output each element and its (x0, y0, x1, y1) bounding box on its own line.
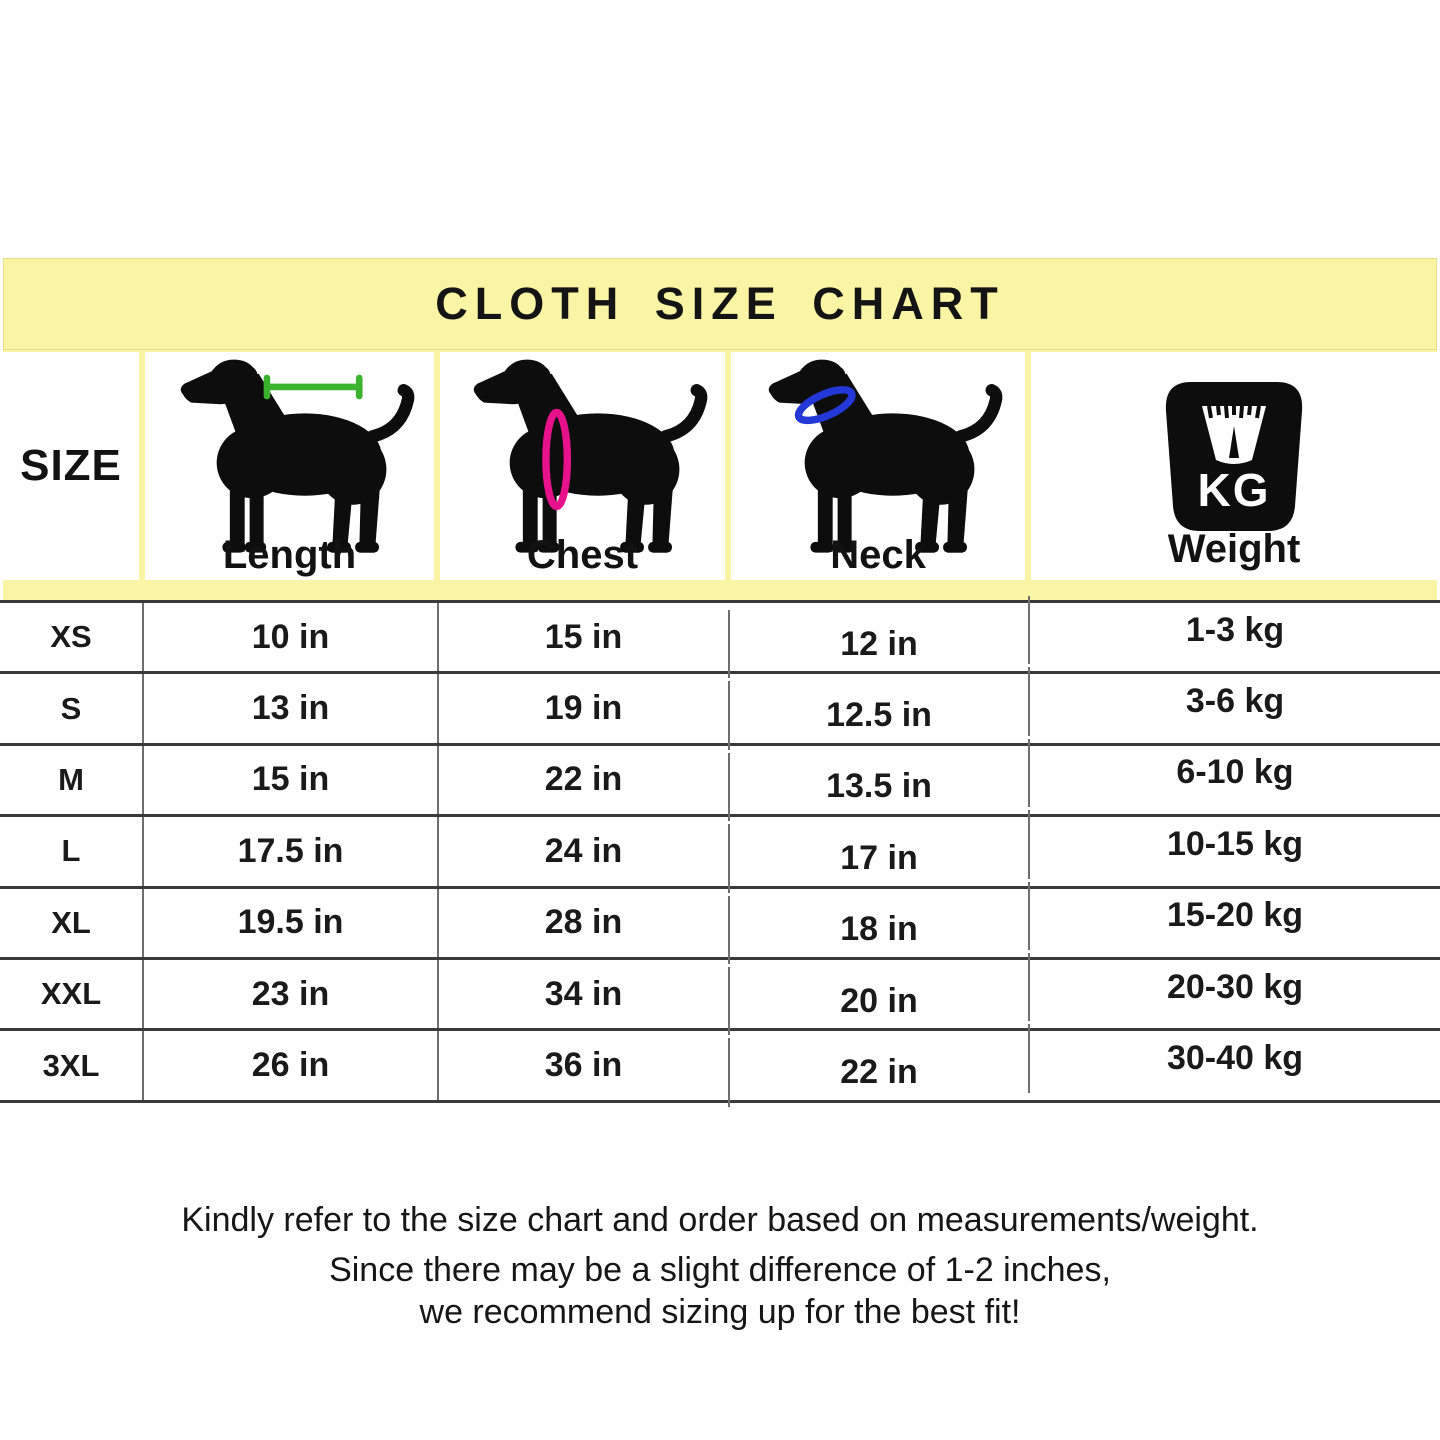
table-header-band (3, 350, 1437, 600)
chest-value: 36 in (437, 1031, 728, 1099)
size-value: S (60, 690, 82, 726)
footer-note (0, 1199, 1440, 1333)
weight-value: 20-30 kg (1028, 953, 1440, 1021)
length-column-label: Length (222, 533, 357, 577)
weight-value: 3-6 kg (1028, 667, 1440, 735)
footer-line-1: Kindly refer to the size chart and order based on measurements/weight. (181, 1200, 1259, 1239)
table-row-xxl (0, 960, 1440, 1031)
header-cell-neck (731, 352, 1025, 580)
length-value: 19.5 in (142, 889, 437, 957)
weight-value: 30-40 kg (1028, 1024, 1440, 1092)
size-value: L (61, 833, 81, 869)
length-value: 15 in (142, 746, 437, 814)
table-row-m (0, 746, 1440, 817)
length-value: 17.5 in (142, 817, 437, 885)
neck-value: 12.5 in (728, 681, 1028, 749)
length-measure-line-icon (266, 378, 358, 396)
size-header-label: SIZE (20, 441, 122, 490)
top-margin (0, 0, 1440, 258)
chest-column-label: Chest (526, 533, 639, 577)
weight-scale-icon (1159, 378, 1309, 534)
chest-value: 15 in (437, 603, 728, 671)
length-value: 13 in (142, 674, 437, 742)
size-value: M (58, 761, 84, 797)
neck-value: 20 in (728, 967, 1028, 1035)
chest-value: 24 in (437, 817, 728, 885)
title-banner (3, 258, 1437, 350)
chest-value: 28 in (437, 889, 728, 957)
header-cell-length (145, 352, 434, 580)
dog-length-icon (164, 354, 416, 560)
footer-line-2: Since there may be a slight difference of 1-2 inches, (329, 1250, 1111, 1289)
header-cell-size (3, 352, 139, 580)
table-row-l (0, 817, 1440, 888)
size-value: XS (50, 619, 92, 655)
dog-chest-icon (457, 354, 709, 560)
length-value: 26 in (142, 1031, 437, 1099)
size-value: XXL (40, 976, 102, 1012)
chest-value: 19 in (437, 674, 728, 742)
header-cell-chest (440, 352, 725, 580)
table-row-xl (0, 889, 1440, 960)
weight-value: 15-20 kg (1028, 882, 1440, 950)
neck-value: 18 in (728, 896, 1028, 964)
neck-value: 12 in (728, 610, 1028, 678)
length-value: 23 in (142, 960, 437, 1028)
page-title: CLOTH SIZE CHART (435, 278, 1005, 329)
table-row-3xl (0, 1031, 1440, 1102)
size-table (0, 600, 1440, 1103)
size-value: XL (51, 904, 91, 940)
footer-line-3: we recommend sizing up for the best fit! (419, 1292, 1021, 1331)
neck-value: 22 in (728, 1038, 1028, 1106)
neck-column-label: Neck (830, 533, 926, 577)
weight-value: 1-3 kg (1028, 596, 1440, 664)
kg-icon-text: KG (1197, 464, 1271, 516)
chest-value: 34 in (437, 960, 728, 1028)
neck-value: 13.5 in (728, 753, 1028, 821)
neck-value: 17 in (728, 824, 1028, 892)
weight-value: 6-10 kg (1028, 739, 1440, 807)
table-row-xs (0, 603, 1440, 674)
chest-value: 22 in (437, 746, 728, 814)
header-cell-weight (1031, 352, 1437, 580)
dog-neck-icon (752, 354, 1004, 560)
weight-value: 10-15 kg (1028, 810, 1440, 878)
table-row-s (0, 674, 1440, 745)
weight-column-label: Weight (1167, 527, 1301, 571)
size-value: 3XL (42, 1047, 100, 1083)
length-value: 10 in (142, 603, 437, 671)
